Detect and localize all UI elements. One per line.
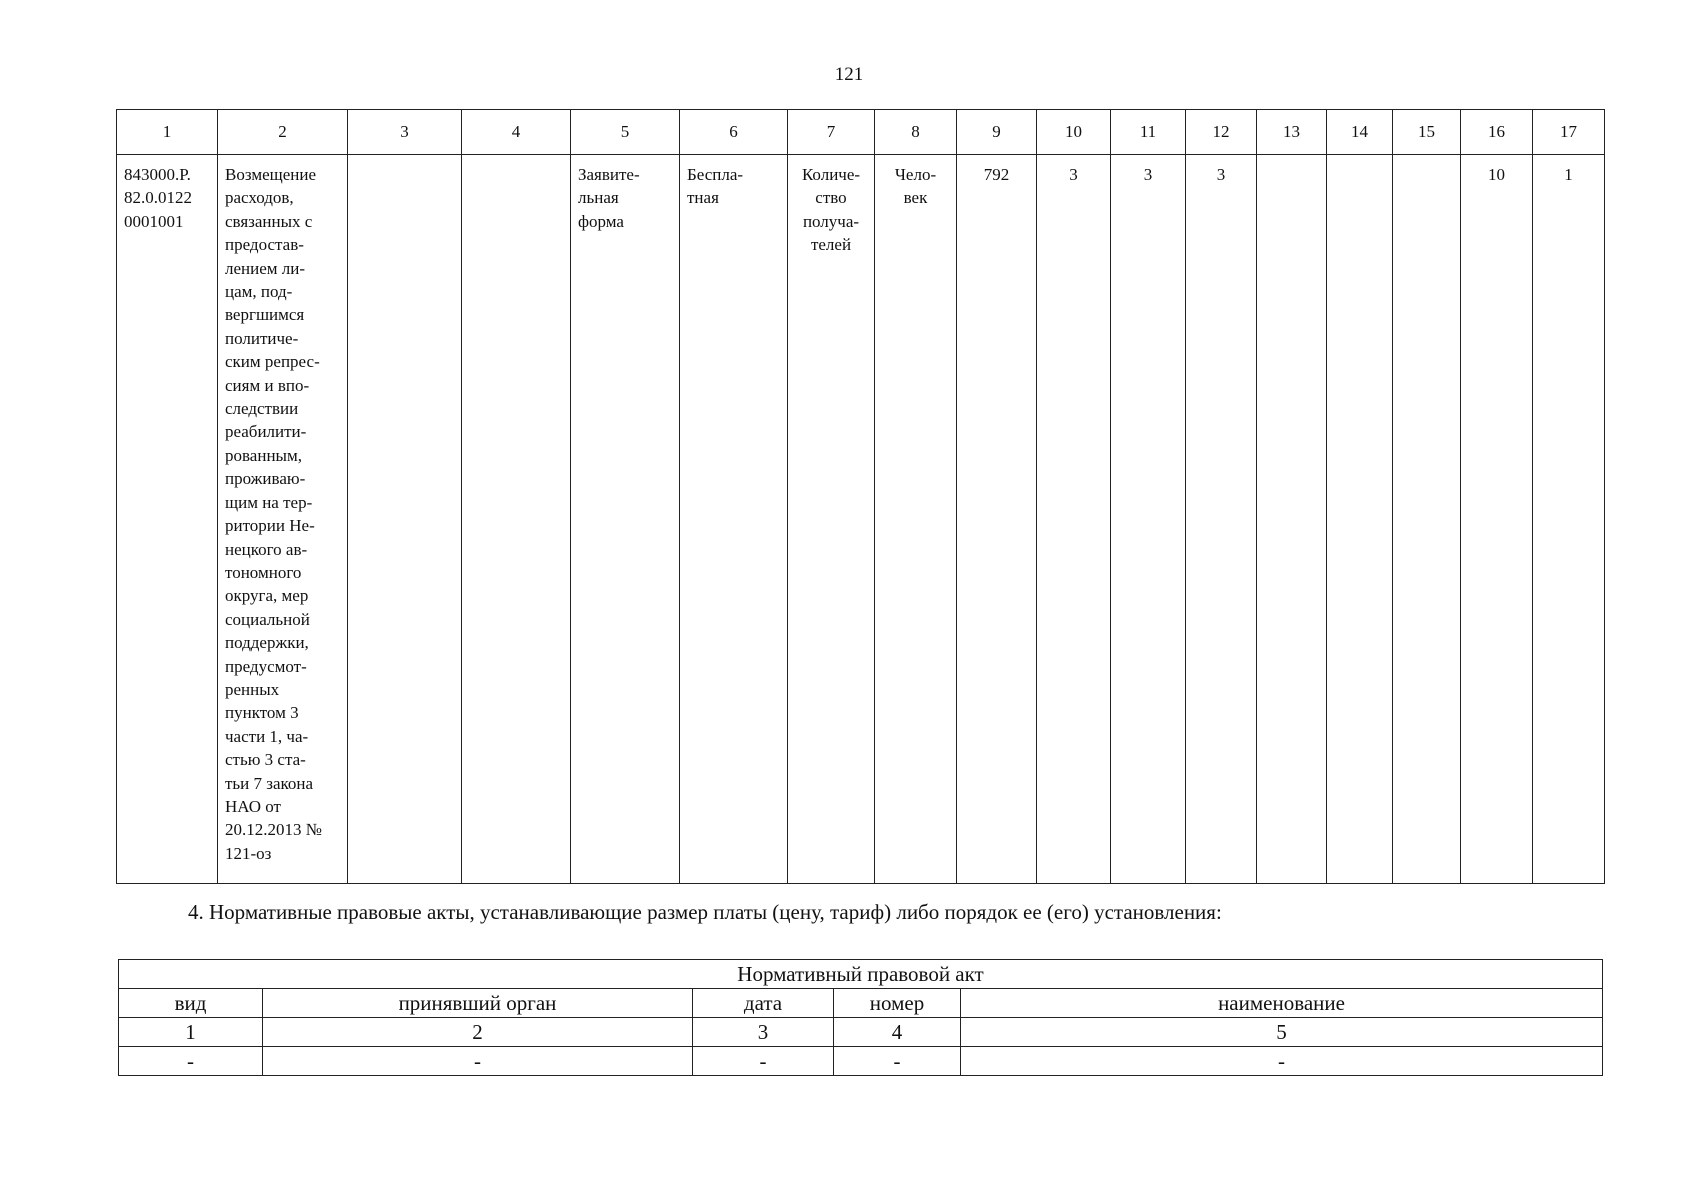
table-cell	[348, 155, 462, 884]
column-number: 10	[1037, 110, 1111, 155]
table-cell	[1257, 155, 1327, 884]
column-number: 3	[693, 1018, 834, 1047]
deviation-count-cell: 1	[1533, 155, 1605, 884]
unit-cell: Чело- век	[875, 155, 957, 884]
column-number: 8	[875, 110, 957, 155]
table-cell: -	[961, 1047, 1603, 1076]
table-cell: -	[263, 1047, 693, 1076]
column-number: 11	[1111, 110, 1186, 155]
form-cell: Заявите- льная форма	[571, 155, 680, 884]
payment-type-cell: Бесплa- тная	[680, 155, 788, 884]
column-header: дата	[693, 989, 834, 1018]
column-number: 5	[571, 110, 680, 155]
column-number: 7	[788, 110, 875, 155]
column-number: 6	[680, 110, 788, 155]
column-number: 3	[348, 110, 462, 155]
table-title: Нормативный правовой акт	[119, 960, 1603, 989]
column-number: 4	[462, 110, 571, 155]
page-number: 121	[834, 64, 864, 85]
column-header: вид	[119, 989, 263, 1018]
column-number: 1	[117, 110, 218, 155]
column-number: 14	[1327, 110, 1393, 155]
table-cell: -	[693, 1047, 834, 1076]
column-number: 12	[1186, 110, 1257, 155]
column-number: 9	[957, 110, 1037, 155]
column-number: 16	[1461, 110, 1533, 155]
column-header: принявший орган	[263, 989, 693, 1018]
table-cell	[462, 155, 571, 884]
value-cell: 3	[1186, 155, 1257, 884]
column-number: 2	[263, 1018, 693, 1047]
table-cell	[1393, 155, 1461, 884]
table-cell	[1327, 155, 1393, 884]
legal-acts-table	[118, 959, 1603, 1076]
column-number: 17	[1533, 110, 1605, 155]
column-number: 1	[119, 1018, 263, 1047]
registry-code-cell: 843000.Р. 82.0.0122 0001001	[117, 155, 218, 884]
column-number: 4	[834, 1018, 961, 1047]
section-heading: 4. Нормативные правовые акты, устанавливающие размер платы (цену, тариф) либо порядок ее (его) установления:	[188, 900, 1222, 924]
column-number-row	[119, 1018, 1603, 1047]
table-header-row	[117, 110, 1605, 155]
service-name-cell: Возмещение расходов, связанных с предостав- лением ли- цам, под- вергшимся политиче- ским репрес- сиям и впо- следствии реабилити- рованным, проживаю- щим на тер- ритории Не- нецкого ав- тономного округа, мер социальной поддержки, предусмот- ренных пунктом 3 части 1, ча- стью 3 ста- тьи 7 закона НАО от 20.12.2013 № 121-оз	[218, 155, 348, 884]
table-row	[119, 1047, 1603, 1076]
table-title-row	[119, 960, 1603, 989]
table-cell: -	[834, 1047, 961, 1076]
value-cell: 3	[1111, 155, 1186, 884]
deviation-percent-cell: 10	[1461, 155, 1533, 884]
column-header: наименование	[961, 989, 1603, 1018]
value-cell: 3	[1037, 155, 1111, 884]
column-number: 5	[961, 1018, 1603, 1047]
unit-code-cell: 792	[957, 155, 1037, 884]
column-number: 2	[218, 110, 348, 155]
column-header: номер	[834, 989, 961, 1018]
table-cell: -	[119, 1047, 263, 1076]
indicators-table	[116, 109, 1605, 884]
table-header-row	[119, 989, 1603, 1018]
column-number: 15	[1393, 110, 1461, 155]
column-number: 13	[1257, 110, 1327, 155]
table-row	[117, 155, 1605, 884]
indicator-name-cell: Количе- ство получа- телей	[788, 155, 875, 884]
